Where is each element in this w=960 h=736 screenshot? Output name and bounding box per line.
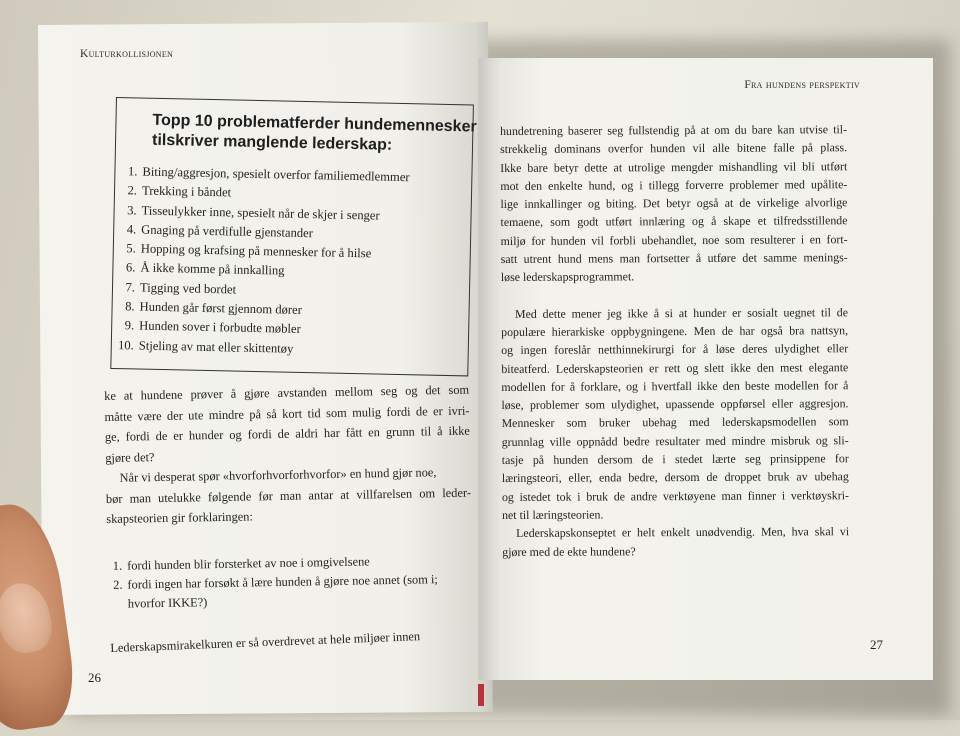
list-item: 3. Tisseulykker inne, spesielt når de skjer i senger [127, 202, 380, 223]
text-line: lige innkallinger og biting. Det betyr også at de virkelige alvorlige [500, 195, 848, 212]
text-line: temaene, som godt utført innlæring og å skape et tilfredsstillende [500, 213, 848, 230]
box-title-line: Topp 10 problematferder hundemennesker [152, 111, 477, 136]
list-item: 5. Hopping og krafsing på mennesker for å hilse [126, 241, 372, 261]
book-spine-edge [478, 684, 484, 706]
page-number-right: 27 [870, 637, 883, 652]
text-line: satt utrent hund mens man fortsetter å utføre det samme menings- [500, 250, 848, 267]
text-line: miljø for hunden vil forbli ubehandlet, noe som resulterer i en fort- [500, 231, 848, 248]
text-line: Med dette mener jeg ikke å si at hunder er sosialt uegnet til de [514, 304, 849, 321]
left-bottom-line: Lederskapsmirakelkuren er så overdrevet at hele miljøer innen [110, 629, 421, 655]
left-running-head: Kulturkollisjonen [80, 48, 174, 60]
top-10-box [110, 97, 477, 376]
list-item: 2. fordi ingen har forsøkt å lære hunden å gjøre noe annet (som i; [113, 572, 438, 592]
text-line: modellen for å forklare, og i hvertfall ikke den beste modellen for å [501, 378, 849, 394]
text-line: Når vi desperat spør «hvorforhvorforhvorfor» en hund gjør noe, [119, 465, 437, 485]
text-line: biteatferd. Lederskapsteorien er rett og slett ikke den mest elegante [501, 359, 849, 376]
text-line: gjøre det? [105, 449, 155, 465]
right-body-text [500, 120, 849, 561]
page-number-left: 26 [88, 670, 101, 685]
text-line: løse lederskapsprogrammet. [500, 269, 635, 285]
left-body-text [104, 380, 476, 530]
text-line: læringsteori, eller, enda bedre, dersom de droppet bruk av ubehag [501, 469, 849, 486]
list-item: 9. Hunden sover i forbudte møbler [124, 318, 301, 337]
list-item-continuation: hvorfor IKKE?) [127, 595, 208, 611]
list-item: 6. Å ikke komme på innkalling [125, 260, 285, 279]
box-list [116, 162, 410, 361]
text-line: strekkelig dominans overfor hunden vil alle bitene falle på plass. [500, 140, 848, 157]
text-line: ke at hundene prøver å gjøre avstanden mellom seg og det som [104, 382, 470, 403]
list-item: 1. Biting/aggresjon, spesielt overfor familiemedlemmer [127, 164, 410, 185]
text-line: skapsteorien gir forklaringen: [106, 509, 253, 526]
list-item: 8. Hunden går først gjennom dører [125, 299, 303, 318]
list-item: 1. fordi hunden blir forsterket av noe i omgivelsene [112, 554, 370, 573]
text-line: Ikke bare betyr dette at utrolige mengder mishandling vil bli utført [500, 158, 848, 175]
list-item: 4. Gnaging på verdifulle gjenstander [126, 222, 314, 241]
right-running-head: Fra hundens perspektiv [744, 79, 860, 91]
text-line: og ingen foreslår netthinnekirurgi for å løse deres ulydighet eller [501, 341, 849, 358]
text-line: måtte være der ute mindre på så kort tid som mulig fordi de er ivri- [104, 403, 470, 424]
list-item: 7. Tigging ved bordet [125, 280, 237, 297]
text-line: mot den enkelte hund, og i tillegg forverre problemer med upålite- [500, 177, 848, 193]
text-line: Lederskapskonseptet er helt enkelt unødvendig. Men, hva skal vi [516, 524, 850, 541]
left-numbered-list [104, 551, 438, 614]
list-item: 2. Trekking i båndet [127, 183, 232, 200]
text-line: grunnlag ville oppnådd bedre resultater med mindre misbruk og sli- [501, 432, 849, 449]
text-line: net til læringsteorien. [502, 507, 604, 522]
text-line: løse, problemer som ulydighet, upassende oppførsel eller aggresjon. [501, 396, 849, 413]
box-title [151, 111, 477, 157]
text-line: ge, fordi de er hunder og fordi de aldri har fått en grunn til å ikke [104, 423, 470, 444]
list-item: 10. Stjeling av mat eller skittentøy [117, 337, 294, 356]
text-line: hundetrening baserer seg fullstendig på at om du bare kan utvise til- [500, 122, 848, 138]
text-line: tasje på hunden dersom de i stedet lærte seg prinsippene for [501, 451, 849, 468]
text-line: gjøre med de ekte hundene? [502, 543, 636, 559]
text-line: og istedet tok i bruk de andre verktøyene man finner i verktøyskri- [501, 487, 849, 504]
text-line: bør man utelukke følgende før man antar at villfarelsen om leder- [105, 485, 472, 506]
text-line: populære hierarkiske oppbygningene. Men de har også bra nattsyn, [501, 323, 849, 339]
box-title-line: tilskriver manglende lederskap: [151, 131, 393, 154]
text-line: Mennesker som bruker ubehag med lederskapsmodellen som [501, 414, 849, 431]
